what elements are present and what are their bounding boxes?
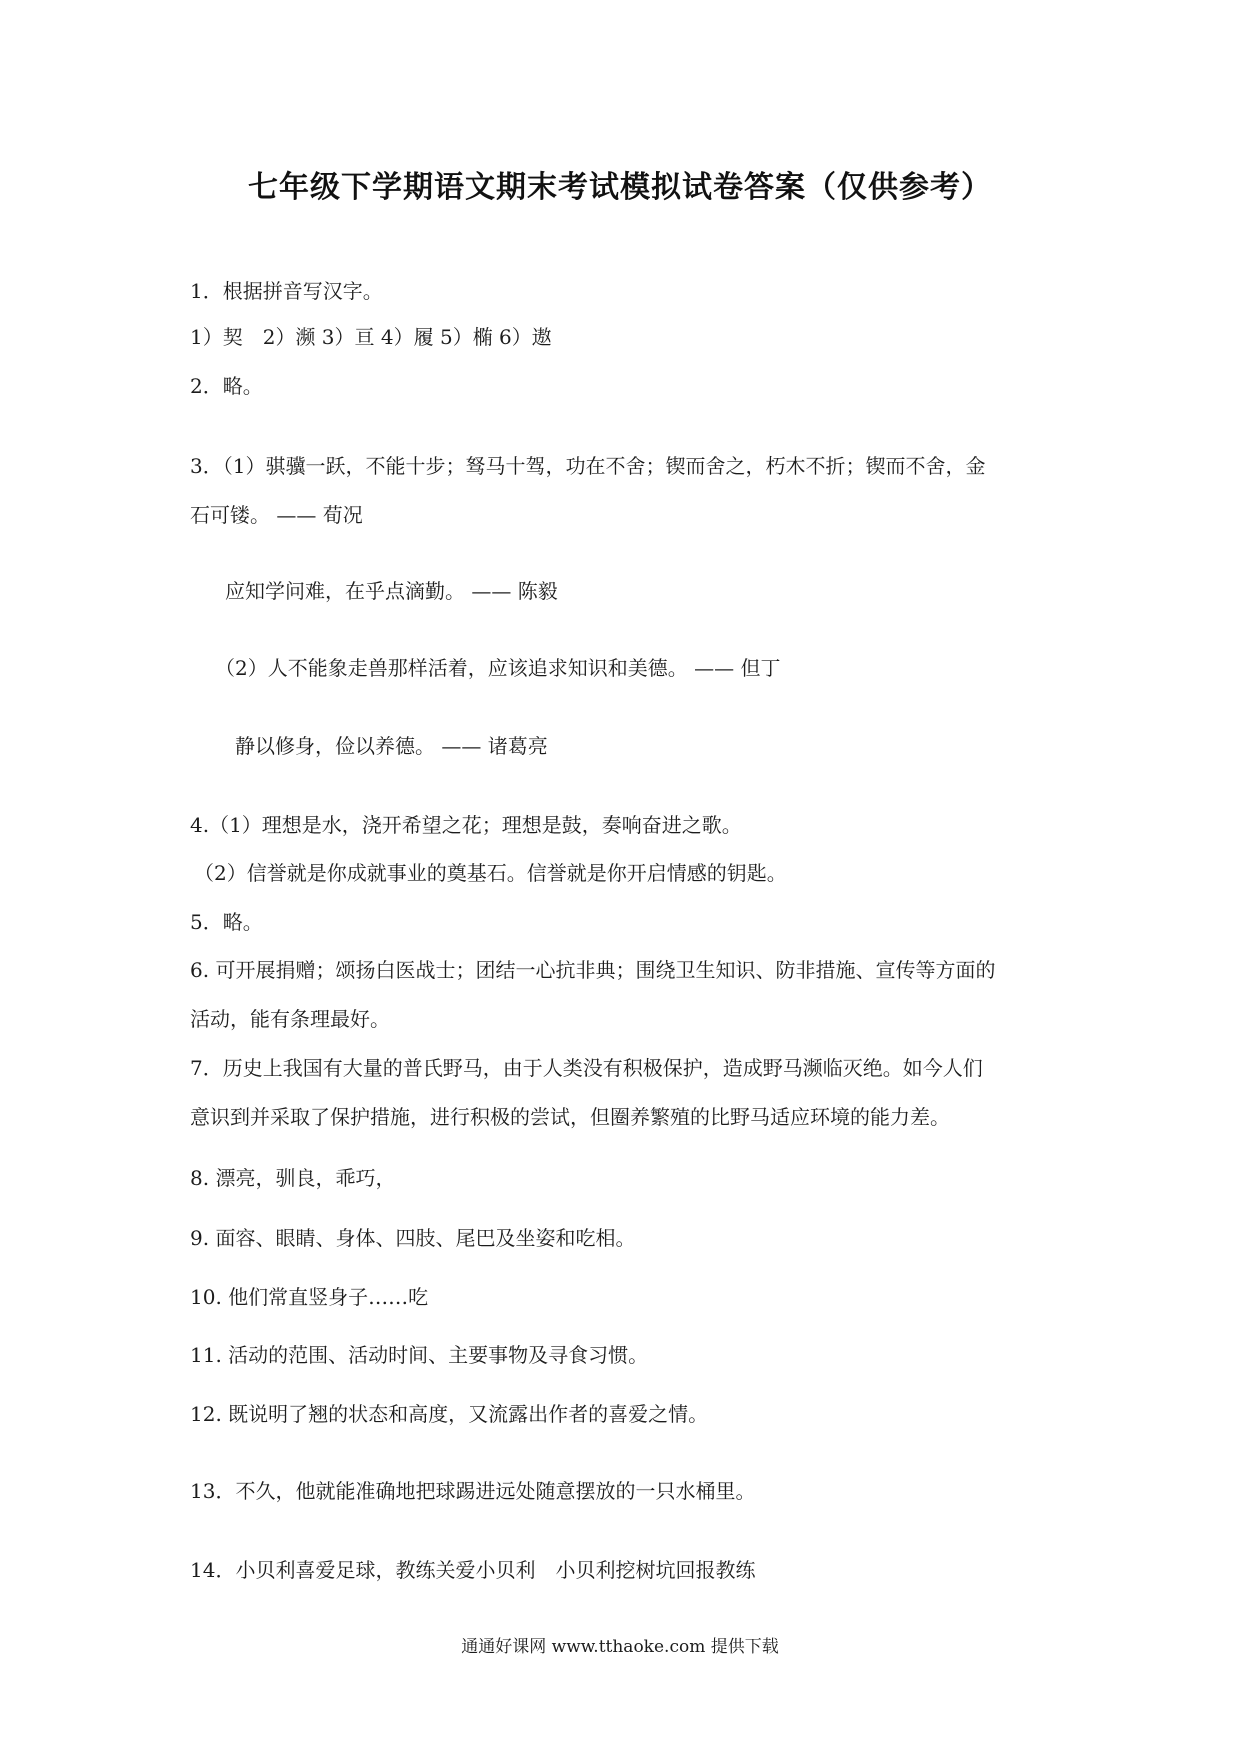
answer-line: 11. 活动的范围、活动时间、主要事物及寻食习惯。 [190,1343,649,1367]
answer-line: 活动，能有条理最好。 [190,1007,390,1031]
answer-line: 12. 既说明了翘的状态和高度，又流露出作者的喜爱之情。 [190,1402,709,1426]
answer-line: 14．小贝利喜爱足球，教练关爱小贝利 小贝利挖树坑回报教练 [190,1558,756,1582]
answer-line: 8. 漂亮，驯良，乖巧， [190,1166,396,1190]
answer-line: 意识到并采取了保护措施，进行积极的尝试，但圈养繁殖的比野马适应环境的能力差。 [190,1105,950,1129]
answer-line: （2）人不能象走兽那样活着，应该追求知识和美德。 —— 但丁 [215,656,781,680]
answer-line: 10. 他们常直竖身子……吃 [190,1285,429,1309]
answer-line: 13．不久，他就能准确地把球踢进远处随意摆放的一只水桶里。 [190,1479,756,1503]
answer-line: 7．历史上我国有大量的普氏野马，由于人类没有积极保护，造成野马濒临灭绝。如今人们 [190,1056,983,1080]
answer-line: （2）信誉就是你成就事业的奠基石。信誉就是你开启情感的钥匙。 [194,861,787,885]
answer-line: 2．略。 [190,374,263,398]
page-title: 七年级下学期语文期末考试模拟试卷答案（仅供参考） [248,170,992,205]
answer-line: 石可镂。 —— 荀况 [190,503,363,527]
answer-line: 6. 可开展捐赠；颂扬白医战士；团结一心抗非典；围绕卫生知识、防非措施、宣传等方面的 [190,958,996,982]
answer-line: 1）契 2）濒 3）亘 4）履 5）椭 6）遨 [190,325,552,349]
answer-line: 1．根据拼音写汉字。 [190,279,383,303]
answer-line: 9. 面容、眼睛、身体、四肢、尾巴及坐姿和吃相。 [190,1226,636,1250]
footer-credit: 通通好课网 www.tthaoke.com 提供下载 [461,1637,779,1657]
answer-line: 4.（1）理想是水，浇开希望之花；理想是鼓，奏响奋进之歌。 [190,813,742,837]
answer-line: 5．略。 [190,910,263,934]
answer-line: 3．（1）骐骥一跃，不能十步；驽马十驾，功在不舍；锲而舍之，朽木不折；锲而不舍，金 [190,454,986,478]
answer-line: 静以修身，俭以养德。 —— 诸葛亮 [235,734,548,758]
answer-line: 应知学问难，在乎点滴勤。 —— 陈毅 [225,579,558,603]
